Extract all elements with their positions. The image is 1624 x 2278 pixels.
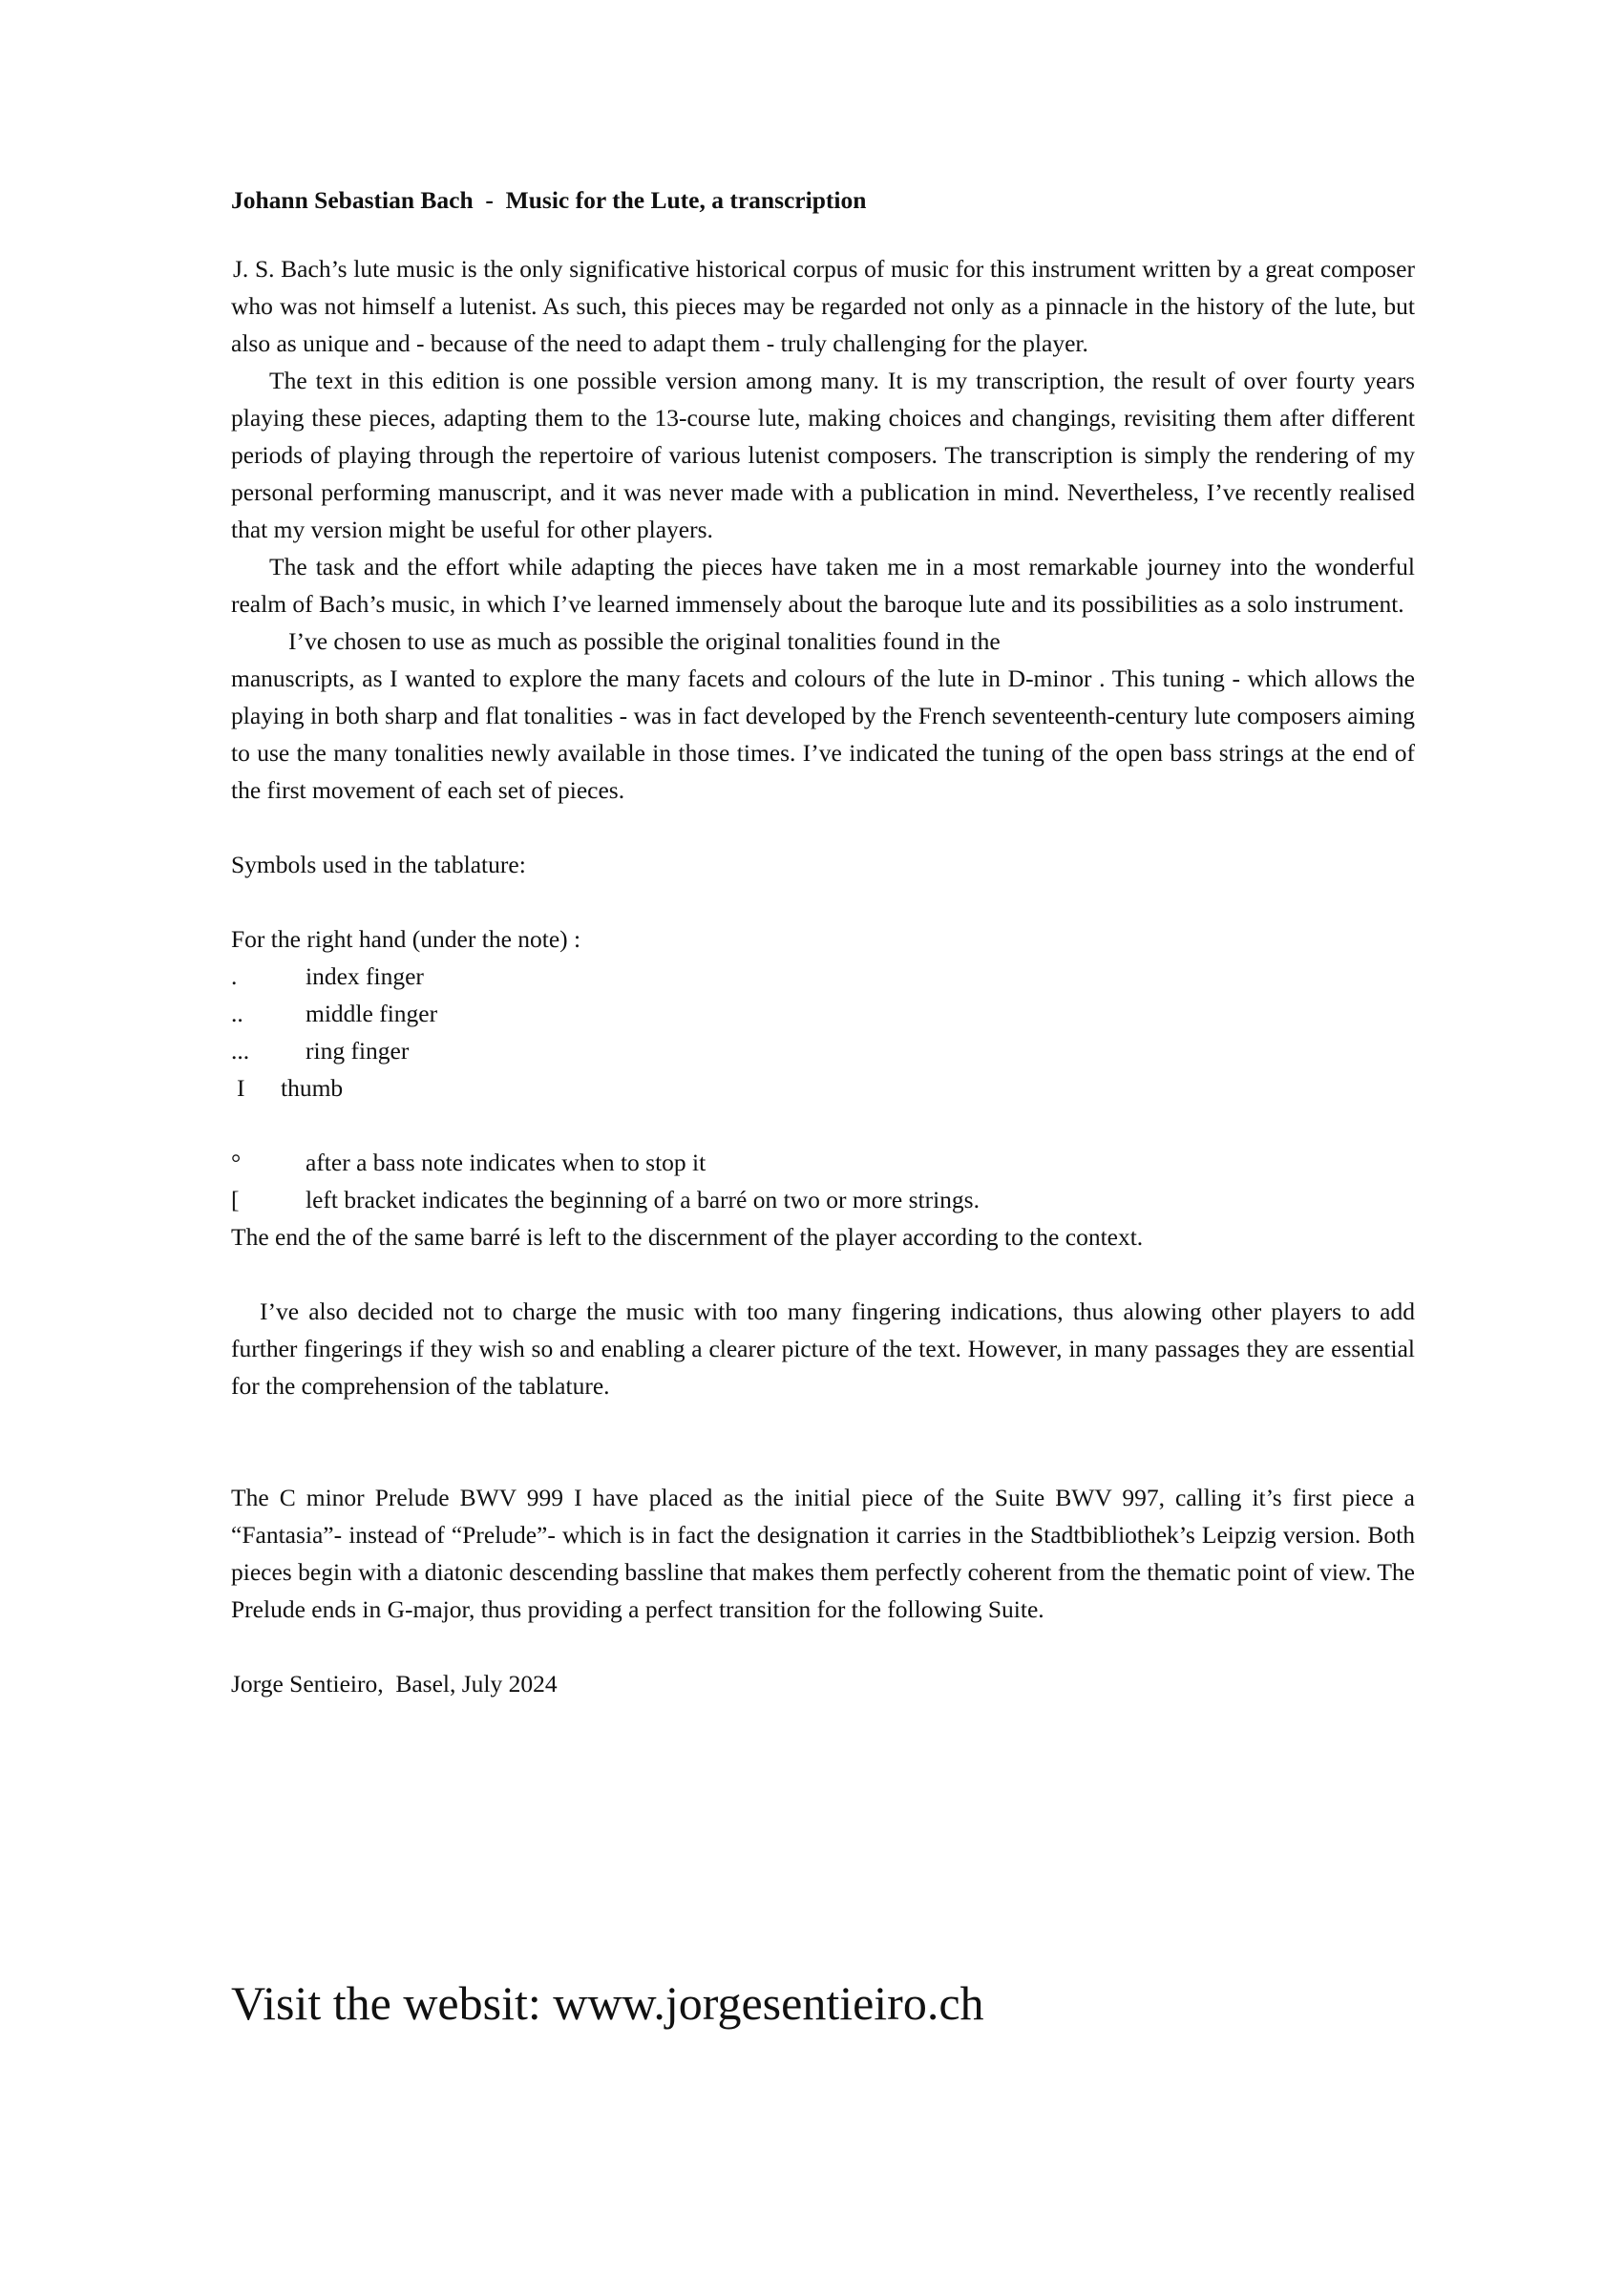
symbol-row-barre [231,1181,1415,1218]
prelude-paragraph: The C minor Prelude BWV 999 I have placed as the initial piece of the Suite BWV 997, calling it’s first piece a “Fantasia”- instead of “Prelude”- which is in fact the designation it carries in the Stadtbibliothek’s Leipzig version. Both pieces begin with a diatonic descending bassline that makes them perfectly coherent from the thematic point of view. The Prelude ends in G-major, thus providing a perfect transition for the following Suite. [231,1484,1415,1623]
symbol-row-ring [231,1032,1415,1069]
fingering-paragraph: I’ve also decided not to charge the music with too many fingering indications, thus alowing other players to add further fingerings if they wish so and enabling a clearer picture of the text. However, in many passages they are essential for the comprehension of the tablature. [231,1297,1415,1400]
website-line: Visit the websit: www.jorgesentieiro.ch [231,1976,984,2030]
symbol-row-thumb [231,1069,1415,1107]
symbol-meaning: thumb [281,1074,344,1102]
symbol-meaning: left bracket indicates the beginning of a barré on two or more strings. [306,1186,980,1213]
spacer [231,1628,1415,1665]
symbol-row-bass-stop [231,1144,1415,1181]
symbol-mark: .. [231,1000,243,1027]
intro-paragraph-4: manuscripts, as I wanted to explore the many facets and colours of the lute in D-minor . This tuning - which allows the playing in both sharp and flat tonalities - was in fact developed by the French seventeenth-century lute composers aiming to use the many tonalities newly available in those times. I’ve indicated the tuning of the open bass strings at the end of the first movement of each set of pieces. [231,664,1415,804]
symbol-meaning: ring finger [306,1037,410,1065]
right-hand-heading: For the right hand (under the note) : [231,925,581,953]
intro-paragraph-4-first-line: I’ve chosen to use as much as possible the original tonalities found in the [288,627,1001,655]
spacer [231,1255,1415,1293]
symbol-mark: . [231,962,238,990]
symbol-mark: ° [231,1149,242,1176]
document-title: Johann Sebastian Bach - Music for the Lute, a transcription [231,186,867,214]
symbols-heading: Symbols used in the tablature: [231,851,526,878]
symbol-mark: [ [231,1186,240,1213]
spacer [231,809,1415,846]
spacer [231,883,1415,920]
symbol-meaning: index finger [306,962,424,990]
intro-paragraph-2: The text in this edition is one possible version among many. It is my transcription, the result of over fourty years playing these pieces, adapting them to the 13-course lute, making choices and changings, revisiting them after different periods of playing through the repertoire of various lutenist composers. The transcription is simply the rendering of my personal performing manuscript, and it was never made with a publication in mind. Nevertheless, I’ve recently realised that my version might be useful for other players. [231,367,1415,543]
symbol-row-index [231,958,1415,995]
document-body [231,181,1415,1702]
spacer [231,1107,1415,1144]
symbol-mark: ... [231,1037,250,1065]
spacer [231,1404,1415,1479]
symbol-mark: I [237,1074,245,1102]
symbol-meaning: middle finger [306,1000,438,1027]
symbol-meaning: after a bass note indicates when to stop it [306,1149,707,1176]
signature: Jorge Sentieiro, Basel, July 2024 [231,1670,558,1698]
barre-note: The end the of the same barré is left to the discernment of the player according to the context. [231,1223,1144,1251]
symbol-row-middle [231,995,1415,1032]
intro-paragraph-3: The task and the effort while adapting the pieces have taken me in a most remarkable journey into the wonderful realm of Bach’s music, in which I’ve learned immensely about the baroque lute and its possibilities as a solo instrument. [231,553,1415,618]
intro-paragraph-1: J. S. Bach’s lute music is the only significative historical corpus of music for this instrument written by a great composer who was not himself a lutenist. As such, this pieces may be regarded not only as a pinnacle in the history of the lute, but also as unique and - because of the need to adapt them - truly challenging for the player. [231,255,1415,357]
